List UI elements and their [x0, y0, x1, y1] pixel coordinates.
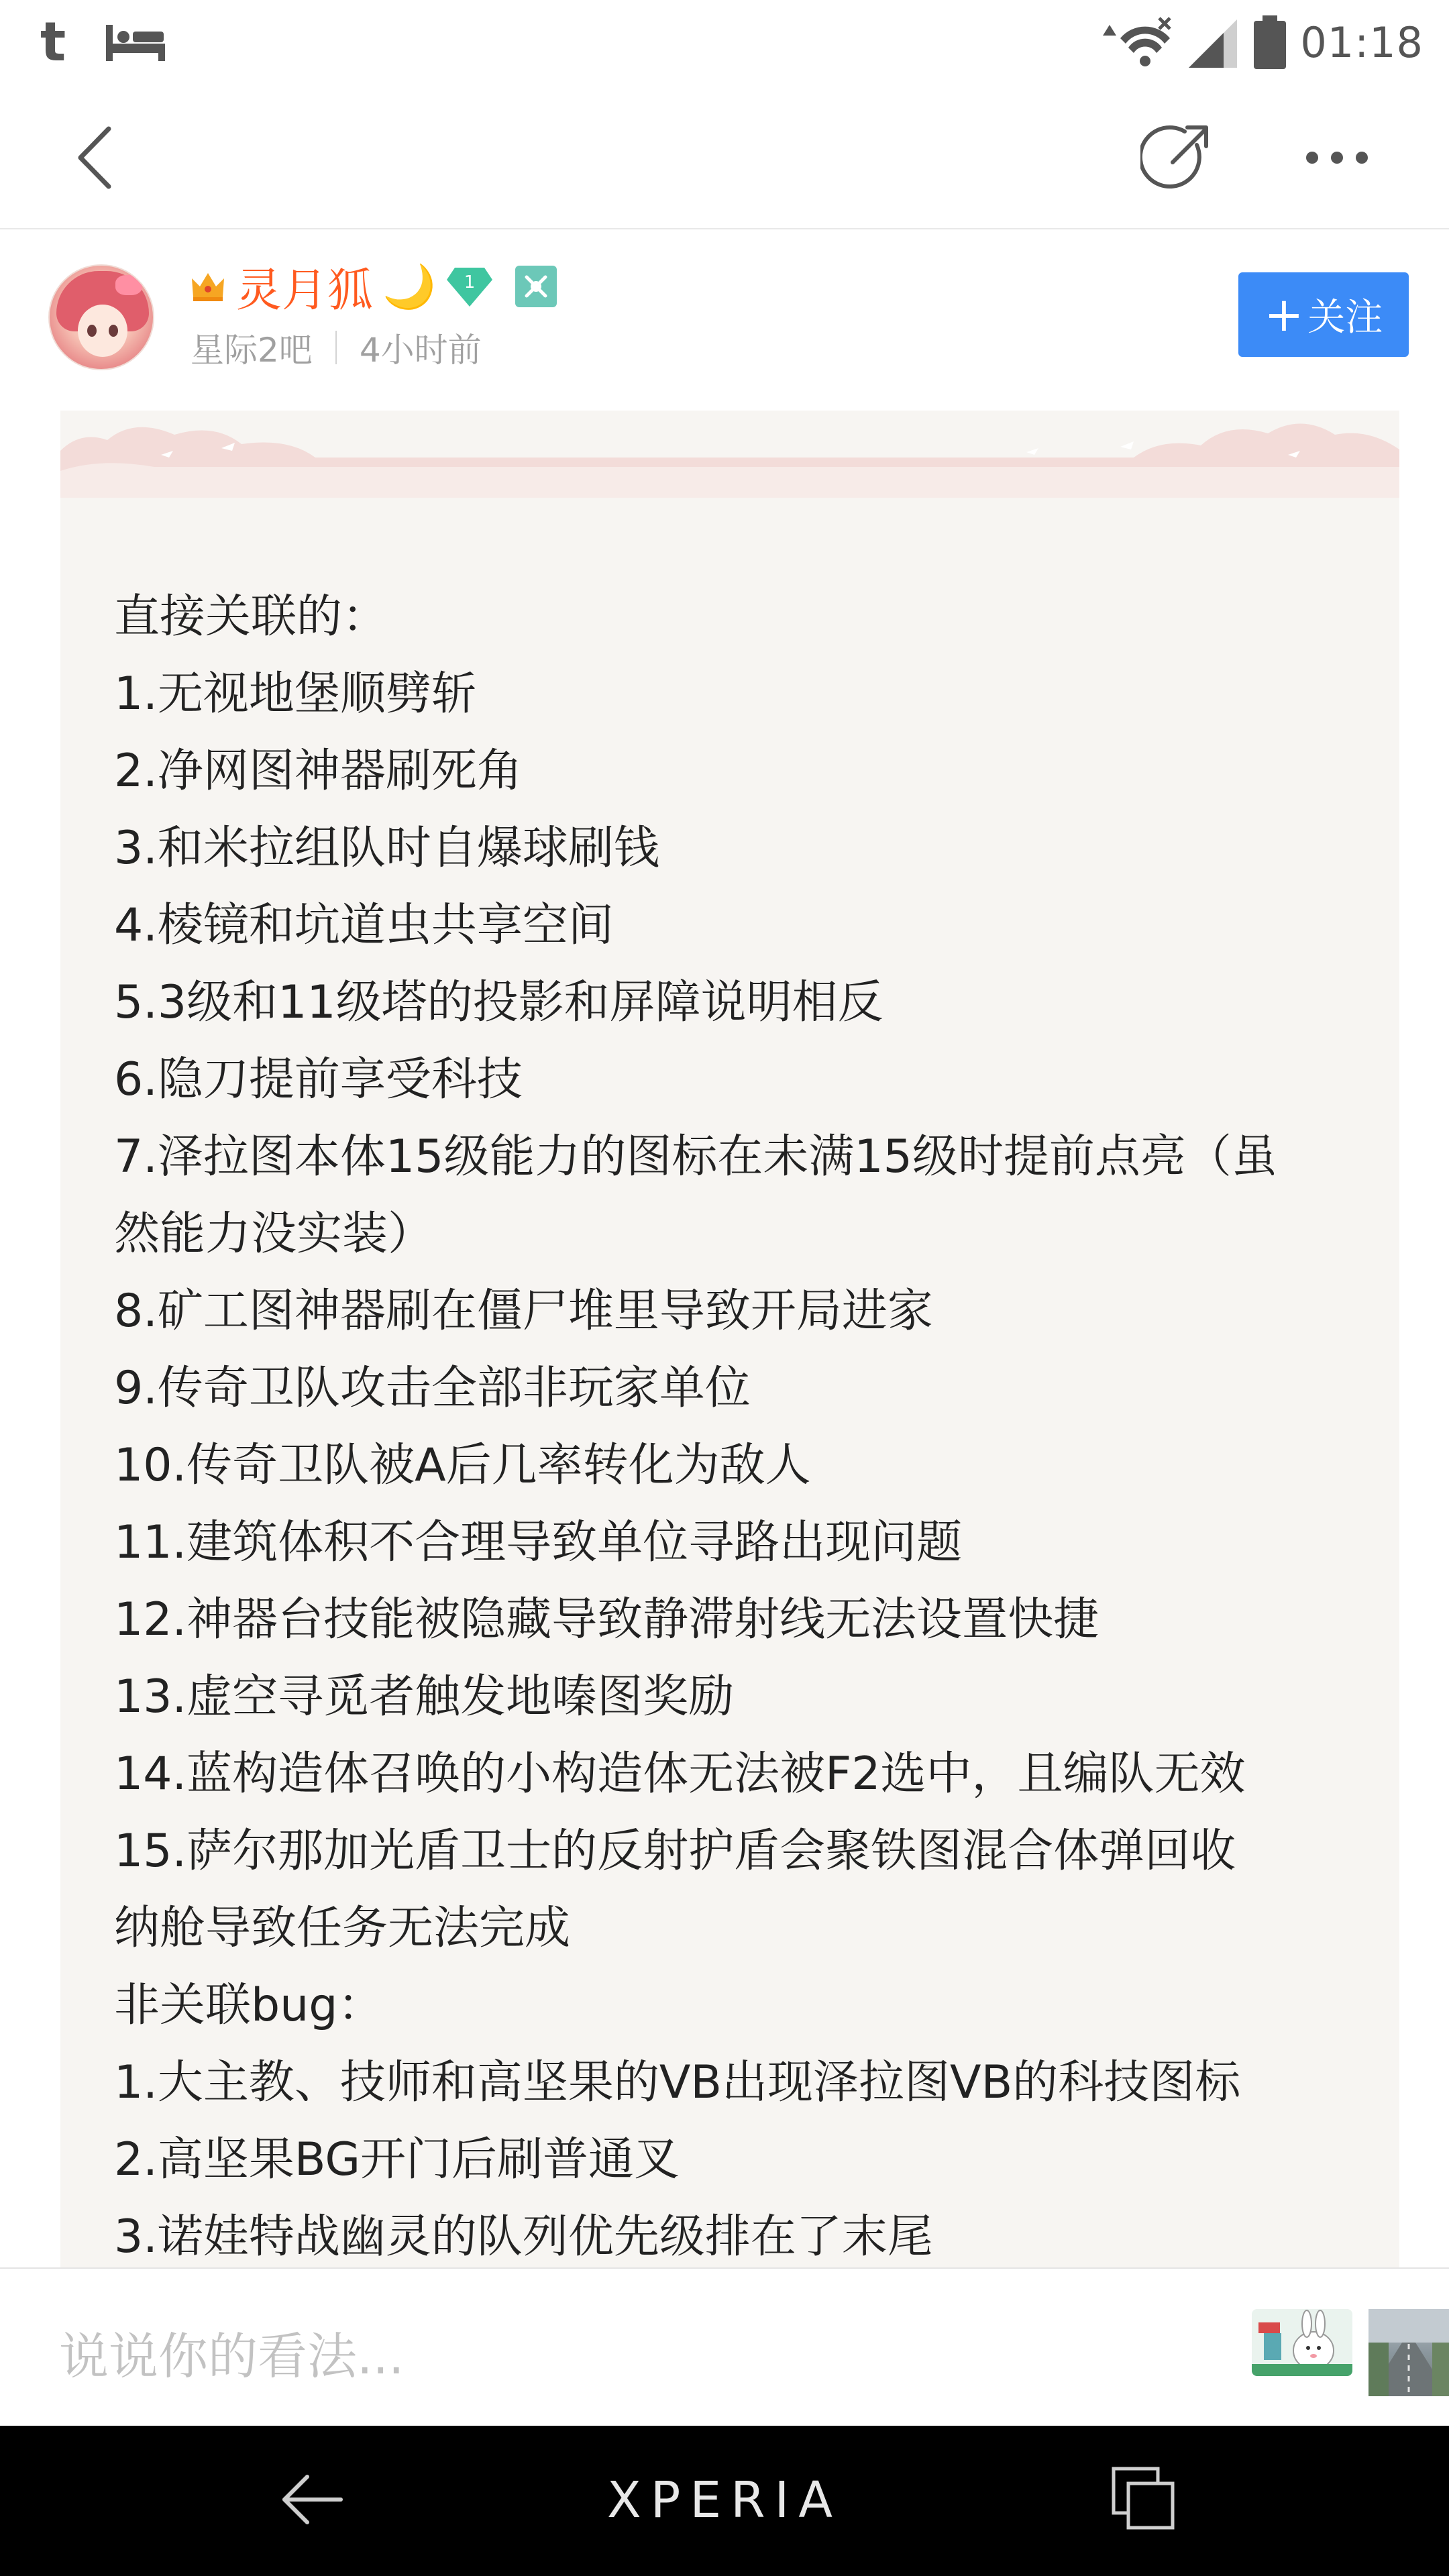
- post-line: 12.神器台技能被隐藏导致静滞射线无法设置快捷: [114, 1593, 1099, 1646]
- post-meta: [191, 323, 482, 372]
- avatar[interactable]: [48, 264, 154, 370]
- comment-input[interactable]: 说说你的看法...: [59, 2328, 405, 2385]
- author-name-row: [189, 256, 557, 317]
- clock: 01:18: [1300, 17, 1424, 67]
- post-time: 4小时前: [359, 331, 482, 370]
- cloud-decoration: [60, 411, 1399, 498]
- road-photo-thumbnail[interactable]: [1368, 2309, 1449, 2396]
- level-badge-icon: [445, 265, 494, 308]
- share-icon[interactable]: [1140, 121, 1214, 195]
- follow-button[interactable]: [1238, 272, 1409, 357]
- nav-bar: [0, 87, 1449, 229]
- post-line: 6.隐刀提前享受科技: [114, 1053, 523, 1106]
- post-line: 3.诺娃特战幽灵的队列优先级排在了末尾: [114, 2210, 933, 2263]
- signal-icon: [1186, 15, 1240, 69]
- post-line: 2.高坚果BG开门后刷普通叉: [114, 2133, 680, 2186]
- status-bar: [0, 0, 1449, 87]
- comment-bar: [0, 2267, 1449, 2426]
- post-line: 14.蓝构造体召唤的小构造体无法被F2选中，且编队无效: [114, 1748, 1246, 1801]
- wifi-icon: [1100, 15, 1174, 69]
- post-line: 5.3级和11级塔的投影和屏障说明相反: [114, 976, 883, 1029]
- chevron-left-icon[interactable]: [67, 121, 134, 195]
- member-icon: [515, 266, 557, 307]
- post-line: 8.矿工图神器刷在僵尸堆里导致开局进家: [114, 1285, 933, 1338]
- author-name[interactable]: 灵月狐: [236, 264, 374, 317]
- post-line: 直接关联的：: [114, 590, 388, 643]
- post-line: 9.传奇卫队攻击全部非玩家单位: [114, 1362, 751, 1415]
- meta-divider: [335, 331, 337, 364]
- xperia-logo[interactable]: XPERIA: [607, 2471, 842, 2529]
- post-line: 2.净网图神器刷死角: [114, 745, 523, 798]
- post-card: [60, 411, 1399, 2279]
- post-line: 1.无视地堡顺劈斩: [114, 667, 477, 720]
- post-line: 非关联bug：: [114, 1979, 384, 2032]
- post-line: 15.萨尔那加光盾卫士的反射护盾会聚铁图混合体弹回收: [114, 1825, 1236, 1878]
- more-dots-icon[interactable]: [1300, 127, 1374, 188]
- level-number: 1: [464, 272, 475, 292]
- post-line: 10.传奇卫队被A后几率转化为敌人: [114, 1439, 811, 1492]
- crown-icon: [189, 268, 227, 305]
- post-line: 1.大主教、技师和高坚果的VB出现泽拉图VB的科技图标: [114, 2056, 1241, 2109]
- post-line: 然能力没实装）: [114, 1208, 434, 1260]
- status-left-icons: [40, 12, 166, 72]
- plus-icon: +: [1264, 287, 1304, 342]
- tumblr-icon: t: [40, 11, 66, 73]
- post-line: 4.棱镜和坑道虫共享空间: [114, 899, 614, 952]
- recent-apps-icon[interactable]: [1110, 2465, 1177, 2532]
- status-right-icons: [1100, 12, 1424, 72]
- post-body: [114, 578, 1362, 2275]
- system-nav-bar: [0, 2426, 1449, 2576]
- post-line: 11.建筑体积不合理导致单位寻路出现问题: [114, 1516, 963, 1569]
- post-line: 3.和米拉组队时自爆球刷钱: [114, 822, 659, 875]
- bed-icon: [105, 22, 166, 62]
- post-line: 7.泽拉图本体15级能力的图标在未满15级时提前点亮（虽: [114, 1130, 1277, 1183]
- battery-icon: [1252, 14, 1288, 70]
- post-line: 13.虚空寻觅者触发地嗪图奖励: [114, 1670, 735, 1723]
- rabbit-sticker-icon[interactable]: [1252, 2309, 1352, 2376]
- author-header: [0, 229, 1449, 390]
- forum-name[interactable]: 星际2吧: [191, 331, 313, 370]
- follow-label: 关注: [1307, 296, 1383, 339]
- moon-emoji: 🌙: [382, 262, 436, 312]
- post-line: 纳舱导致任务无法完成: [114, 1902, 571, 1955]
